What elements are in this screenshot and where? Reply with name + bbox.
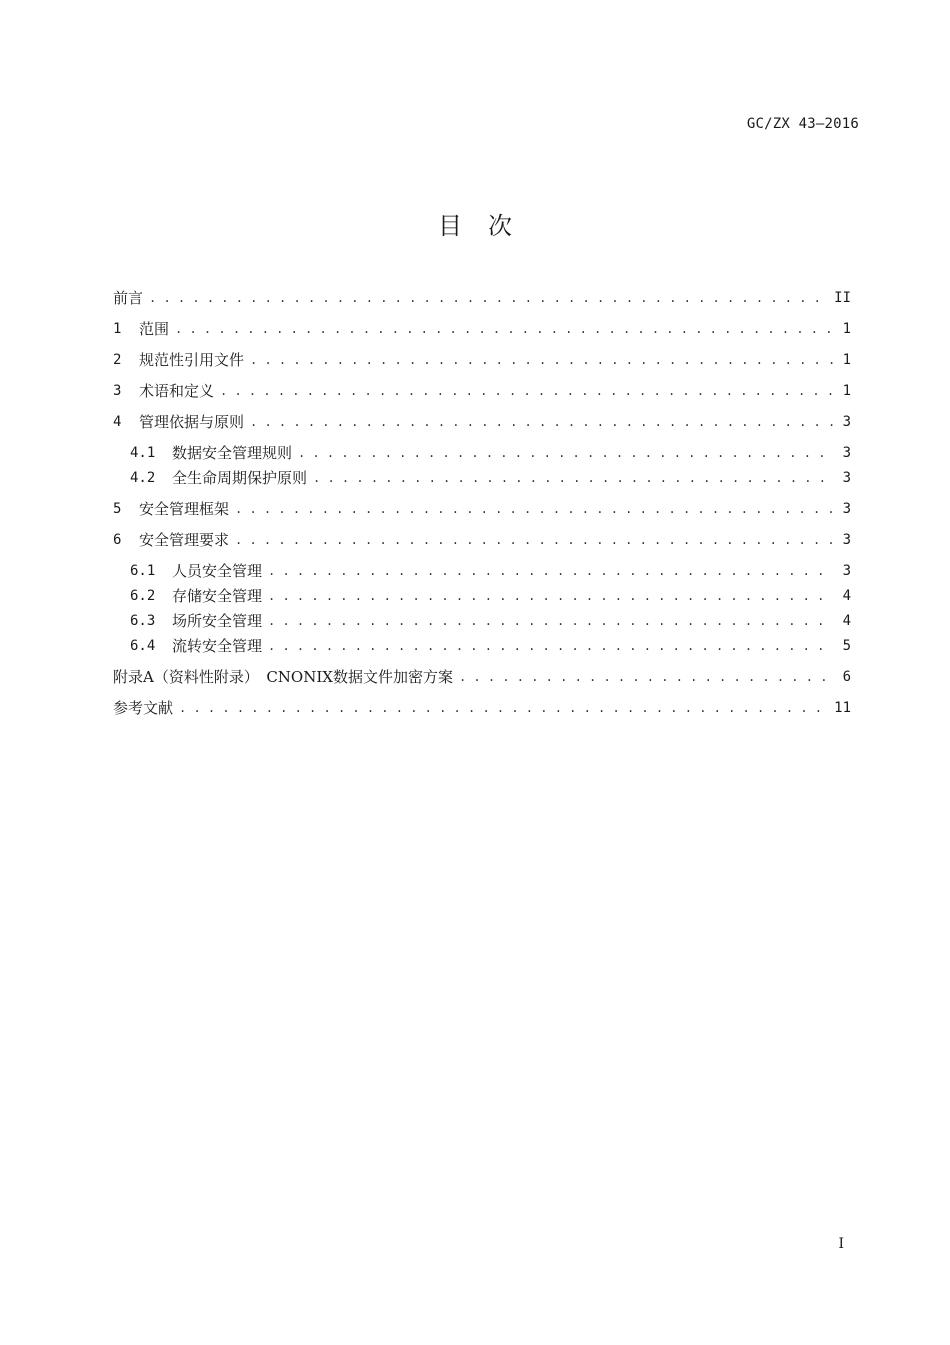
toc-entry-title: 前言 — [113, 289, 144, 307]
dot-leader — [313, 466, 833, 491]
dot-leader — [268, 584, 833, 609]
page-number: I — [838, 1236, 844, 1252]
dot-leader — [250, 348, 833, 373]
dot-leader — [175, 317, 833, 342]
toc-entry-number: 4.1 — [130, 445, 156, 461]
toc-entry-storage-security[interactable] — [113, 584, 851, 609]
toc-entry-title: 范围 — [139, 320, 170, 338]
toc-entry-normative-references[interactable] — [113, 348, 851, 373]
toc-entry-title: 规范性引用文件 — [139, 351, 245, 369]
toc-entry-data-security-rules[interactable] — [113, 441, 851, 466]
toc-entry-title: 附录A（资料性附录） CNONIX数据文件加密方案 — [113, 668, 453, 686]
toc-entry-page: 1 — [842, 383, 851, 399]
toc-entry-terms-definitions[interactable] — [113, 379, 851, 404]
dot-leader — [235, 528, 833, 553]
dot-leader — [220, 379, 833, 404]
dot-leader — [459, 665, 833, 690]
toc-entry-title: 全生命周期保护原则 — [172, 469, 308, 487]
toc-entry-security-framework[interactable] — [113, 497, 851, 522]
toc-entry-title: 管理依据与原则 — [139, 413, 245, 431]
toc-entry-page: 3 — [842, 501, 851, 517]
dot-leader — [149, 286, 828, 311]
toc-entry-title: 存储安全管理 — [172, 587, 263, 605]
toc-entry-page: 3 — [842, 445, 851, 461]
toc-entry-number: 5 — [113, 501, 122, 517]
toc-entry-page: II — [834, 290, 851, 306]
toc-entry-title: 人员安全管理 — [172, 562, 263, 580]
toc-entry-number: 1 — [113, 321, 122, 337]
toc-entry-page: 3 — [842, 414, 851, 430]
toc-entry-page: 5 — [842, 638, 851, 654]
toc-entry-site-security[interactable] — [113, 609, 851, 634]
toc-entry-number: 2 — [113, 352, 122, 368]
toc-entry-number: 6.1 — [130, 563, 156, 579]
toc-entry-number: 6.2 — [130, 588, 156, 604]
dot-leader — [298, 441, 833, 466]
toc-entry-number: 6.3 — [130, 613, 156, 629]
toc-entry-number: 4.2 — [130, 470, 156, 486]
dot-leader — [235, 497, 833, 522]
toc-entry-number: 4 — [113, 414, 122, 430]
toc-entry-title: 术语和定义 — [139, 382, 215, 400]
table-of-contents — [113, 286, 851, 721]
toc-entry-appendix-a[interactable] — [113, 665, 851, 690]
dot-leader — [250, 410, 833, 435]
toc-entry-page: 1 — [842, 321, 851, 337]
toc-entry-page: 1 — [842, 352, 851, 368]
dot-leader — [268, 559, 833, 584]
toc-entry-title: 安全管理框架 — [139, 500, 230, 518]
dot-leader — [179, 696, 828, 721]
toc-entry-foreword[interactable] — [113, 286, 851, 311]
toc-entry-number: 6 — [113, 532, 122, 548]
toc-entry-page: 3 — [842, 563, 851, 579]
toc-entry-page: 11 — [834, 700, 851, 716]
toc-entry-title: 参考文献 — [113, 699, 174, 717]
toc-entry-title: 流转安全管理 — [172, 637, 263, 655]
toc-entry-page: 4 — [842, 588, 851, 604]
toc-entry-transfer-security[interactable] — [113, 634, 851, 659]
toc-entry-bibliography[interactable] — [113, 696, 851, 721]
toc-entry-page: 4 — [842, 613, 851, 629]
toc-entry-number: 3 — [113, 383, 122, 399]
toc-entry-security-requirements[interactable] — [113, 528, 851, 553]
toc-entry-lifecycle-principle[interactable] — [113, 466, 851, 491]
dot-leader — [268, 634, 833, 659]
toc-entry-scope[interactable] — [113, 317, 851, 342]
dot-leader — [268, 609, 833, 634]
toc-entry-number: 6.4 — [130, 638, 156, 654]
toc-entry-title: 安全管理要求 — [139, 531, 230, 549]
toc-entry-page: 6 — [842, 669, 851, 685]
toc-entry-page: 3 — [842, 470, 851, 486]
toc-entry-title: 场所安全管理 — [172, 612, 263, 630]
toc-entry-personnel-security[interactable] — [113, 559, 851, 584]
document-code: GC/ZX 43—2016 — [746, 116, 859, 132]
toc-entry-management-basis[interactable] — [113, 410, 851, 435]
toc-entry-title: 数据安全管理规则 — [172, 444, 293, 462]
toc-entry-page: 3 — [842, 532, 851, 548]
toc-heading: 目次 — [438, 212, 538, 240]
